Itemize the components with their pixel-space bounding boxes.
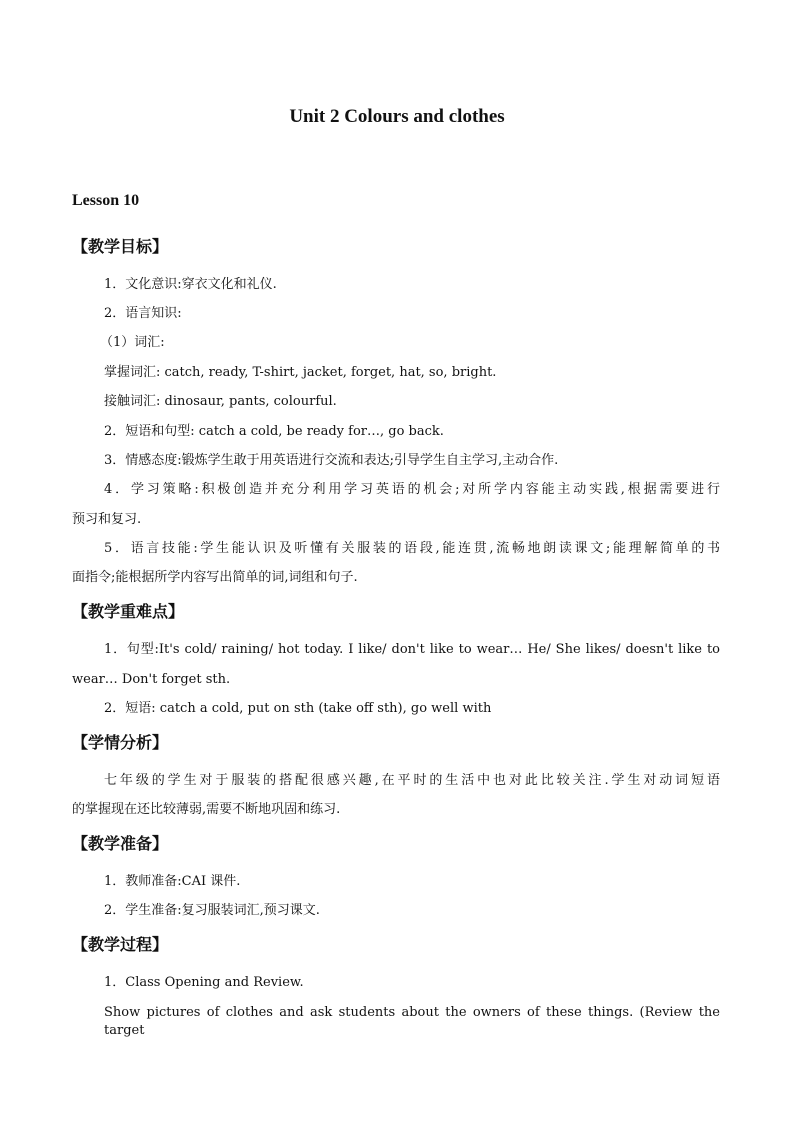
objective-line: 3．情感态度:锻炼学生敢于用英语进行交流和表达;引导学生自主学习,主动合作. <box>104 453 559 468</box>
preparation-line: 1．教师准备:CAI 课件. <box>104 874 241 889</box>
process-line: Show pictures of clothes and ask students about the owners of these things. (Review the target <box>104 1005 720 1038</box>
heading-process: 【教学过程】 <box>72 935 169 954</box>
lesson-label: Lesson 10 <box>72 192 140 209</box>
objective-line: 接触词汇: dinosaur, pants, colourful. <box>104 394 337 409</box>
heading-analysis: 【学情分析】 <box>72 733 169 752</box>
key-point-line: wear… Don't forget sth. <box>72 672 231 687</box>
objective-line: 5．语言技能:学生能认识及听懂有关服装的语段,能连贯,流畅地朗读课文;能理解简单的书 <box>104 541 720 556</box>
objective-line: （1）词汇: <box>100 335 165 350</box>
preparation-line: 2．学生准备:复习服装词汇,预习课文. <box>104 903 320 918</box>
analysis-line: 的掌握现在还比较薄弱,需要不断地巩固和练习. <box>72 802 341 817</box>
heading-preparation: 【教学准备】 <box>72 834 169 853</box>
heading-objectives: 【教学目标】 <box>72 237 169 256</box>
process-line: 1．Class Opening and Review. <box>104 975 304 990</box>
objective-line: 掌握词汇: catch, ready, T-shirt, jacket, forget, hat, so, bright. <box>104 365 497 380</box>
objective-line: 2．短语和句型: catch a cold, be ready for…, go back. <box>104 424 444 439</box>
heading-key-points: 【教学重难点】 <box>72 602 185 621</box>
analysis-line: 七年级的学生对于服装的搭配很感兴趣,在平时的生活中也对此比较关注.学生对动词短语 <box>104 773 720 788</box>
objective-line: 面指令;能根据所学内容写出简单的词,词组和句子. <box>72 570 358 585</box>
key-point-line: 2．短语: catch a cold, put on sth (take off sth), go well with <box>104 701 492 716</box>
objective-line: 2．语言知识: <box>104 306 182 321</box>
objective-line: 1．文化意识:穿衣文化和礼仪. <box>104 277 277 292</box>
document-title: Unit 2 Colours and clothes <box>289 106 505 127</box>
key-point-line: 1．句型:It's cold/ raining/ hot today. I like/ don't like to wear… He/ She likes/ doesn't like to <box>104 642 720 657</box>
objective-line: 4．学习策略:积极创造并充分利用学习英语的机会;对所学内容能主动实践,根据需要进行 <box>104 482 720 497</box>
objective-line: 预习和复习. <box>72 512 142 527</box>
